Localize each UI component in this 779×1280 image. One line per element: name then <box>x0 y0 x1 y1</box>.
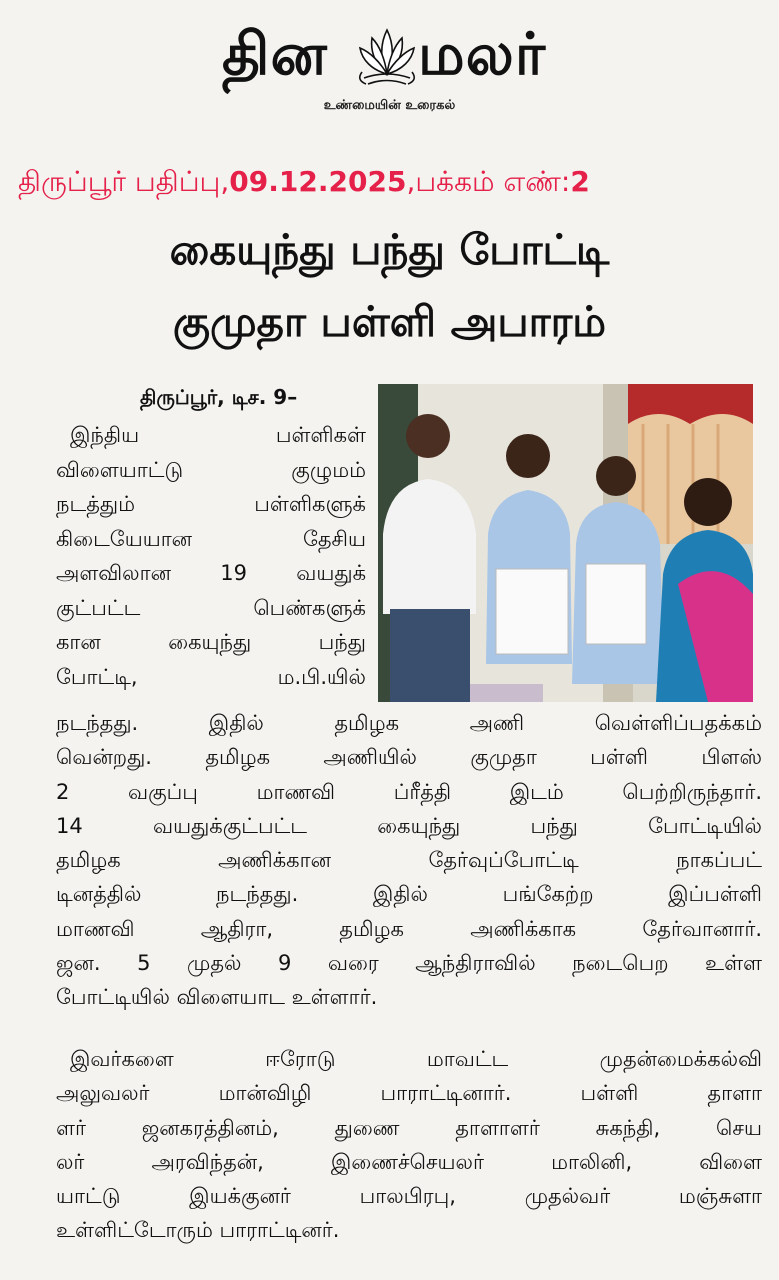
paragraph-line: மாணவி ஆதிரா, தமிழக அணிக்காக தேர்வானார். <box>56 916 762 941</box>
column-line: போட்டி, ம.பி.யில் <box>56 664 366 689</box>
paragraph-line: லர் அரவிந்தன், இணைச்செயலர் மாலினி, விளை <box>56 1149 762 1174</box>
paragraph-line: அலுவலர் மான்விழி பாராட்டினார். பள்ளி தாளா <box>56 1081 762 1106</box>
edition-page-number: 2 <box>570 165 590 198</box>
paragraph-line: தமிழக அணிக்கான தேர்வுப்போட்டி நாகப்பட் <box>56 848 762 873</box>
edition-line <box>18 160 778 204</box>
column-line: கிடையேயான தேசிய <box>56 526 366 551</box>
masthead-name-right: மலர் <box>418 20 547 88</box>
edition-date: 09.12.2025 <box>229 165 407 198</box>
article-dateline: திருப்பூர், டிச. 9– <box>140 385 298 409</box>
paragraph-line: ஜன. 5 முதல் 9 வரை ஆந்திராவில் நடைபெற உள்ள <box>56 951 762 976</box>
article-paragraph-2 <box>56 1042 762 1248</box>
column-line: கான கையுந்து பந்து <box>56 630 366 654</box>
masthead-name-left: தின <box>222 20 328 88</box>
headline-line-1: கையுந்து பந்து போட்டி <box>169 225 610 274</box>
masthead <box>0 10 779 120</box>
column-line: அளவிலான 19 வயதுக் <box>56 561 366 585</box>
article-narrow-column <box>56 418 366 694</box>
paragraph-line: ளர் ஜனகரத்தினம், துணை தாளாளர் சுகந்தி, செய <box>56 1115 762 1140</box>
column-line: இந்திய பள்ளிகள் <box>70 423 366 447</box>
paragraph-line: 14 வயதுக்குட்பட்ட கையுந்து பந்து போட்டியில் <box>56 813 762 838</box>
edition-page-prefix: ,பக்கம் எண்: <box>406 165 571 198</box>
column-line: விளையாட்டு குழுமம் <box>56 457 366 482</box>
edition-prefix: திருப்பூர் பதிப்பு, <box>18 165 230 198</box>
paragraph-line: வென்றது. தமிழக அணியில் குமுதா பள்ளி பிளஸ் <box>56 745 762 770</box>
paragraph-line: நடந்தது. இதில் தமிழக அணி வெள்ளிப்பதக்கம் <box>56 711 762 735</box>
article-photo <box>378 384 753 702</box>
paragraph-line: போட்டியில் விளையாட உள்ளார். <box>56 985 378 1010</box>
paragraph-line: டினத்தில் நடந்தது. இதில் பங்கேற்ற இப்பள்ளி <box>56 882 762 907</box>
paragraph-line: உள்ளிட்டோரும் பாராட்டினர். <box>56 1218 340 1243</box>
paragraph-line: 2 வகுப்பு மாணவி ப்ரீத்தி இடம் பெற்றிருந்தார். <box>56 779 762 804</box>
lotus-logo-icon <box>352 22 422 92</box>
masthead-tagline: உண்மையின் உரைகல் <box>323 98 456 113</box>
headline-line-2: குமுதா பள்ளி அபாரம் <box>172 297 607 346</box>
paragraph-line: இவர்களை ஈரோடு மாவட்ட முதன்மைக்கல்வி <box>70 1047 762 1071</box>
article-paragraph-1 <box>56 706 762 1015</box>
column-line: குட்பட்ட பெண்களுக் <box>56 595 366 620</box>
column-line: நடத்தும் பள்ளிகளுக் <box>56 492 366 516</box>
paragraph-line: யாட்டு இயக்குனர் பாலபிரபு, முதல்வர் மஞ்சுளா <box>56 1184 762 1209</box>
